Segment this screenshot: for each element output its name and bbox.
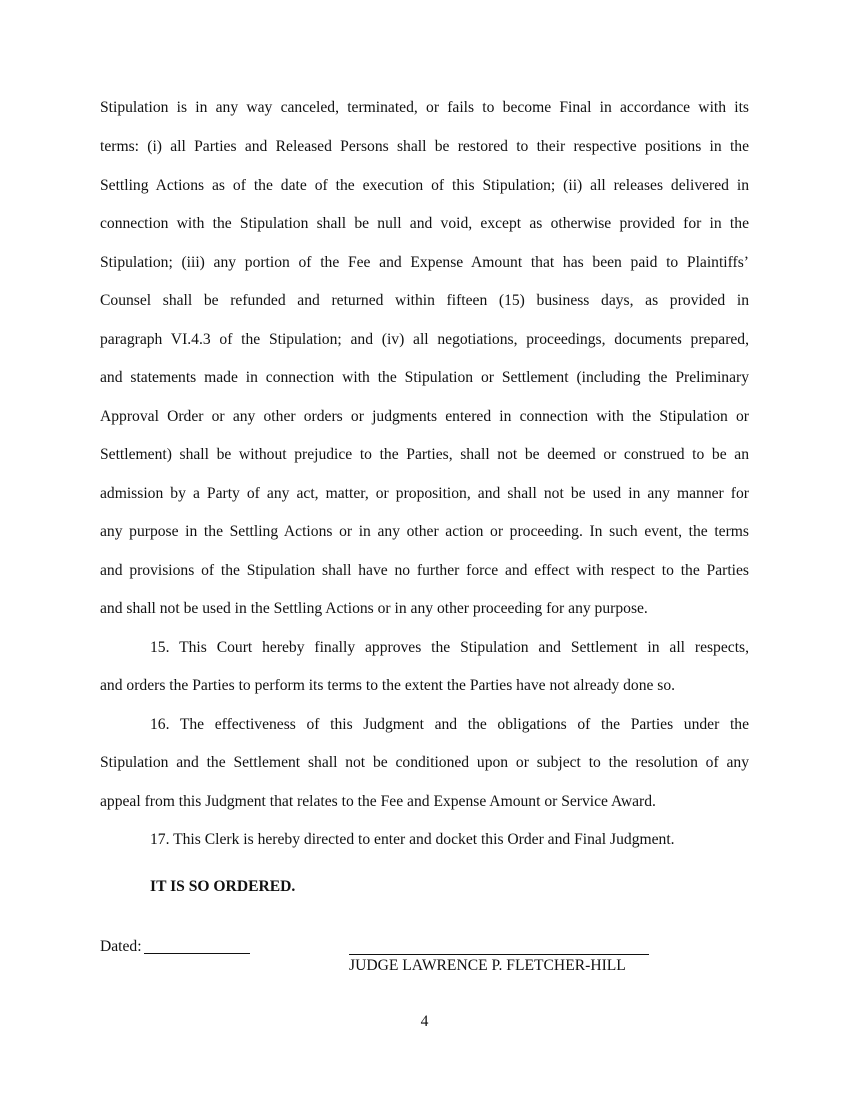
text-line: and provisions of the Stipulation shall have no further force and effect with respect to the Parties [100,562,749,579]
text-line: Stipulation is in any way canceled, terminated, or fails to become Final in accordance with its [100,99,749,116]
paragraph-15-line: and orders the Parties to perform its terms to the extent the Parties have not already done so. [100,677,676,694]
text-line: connection with the Stipulation shall be null and void, except as otherwise provided for in the [100,215,749,232]
paragraph-16-line: Stipulation and the Settlement shall not be conditioned upon or subject to the resolution of any [100,754,749,771]
dated-label: Dated: [100,938,142,955]
paragraph-16-line: appeal from this Judgment that relates to the Fee and Expense Amount or Service Award. [100,793,656,810]
text-line: admission by a Party of any act, matter, or proposition, and shall not be used in any manner for [100,485,749,502]
paragraph-17-line: 17. This Clerk is hereby directed to enter and docket this Order and Final Judgment. [150,831,675,848]
text-line: Approval Order or any other orders or judgments entered in connection with the Stipulation or [100,408,749,425]
paragraph-15-line: 15. This Court hereby finally approves the Stipulation and Settlement in all respects, [150,639,749,656]
text-line: Settlement) shall be without prejudice to the Parties, shall not be deemed or construed to be an [100,446,749,463]
date-signature-line [144,953,250,954]
judge-signature-line [349,954,649,955]
text-line: paragraph VI.4.3 of the Stipulation; and (iv) all negotiations, proceedings, documents prepared, [100,331,749,348]
text-line: Stipulation; (iii) any portion of the Fee and Expense Amount that has been paid to Plaintiffs’ [100,254,749,271]
text-line: terms: (i) all Parties and Released Persons shall be restored to their respective positions in the [100,138,749,155]
text-line: Settling Actions as of the date of the execution of this Stipulation; (ii) all releases delivered in [100,177,749,194]
page-number: 4 [420,1013,429,1030]
paragraph-16-line: 16. The effectiveness of this Judgment and the obligations of the Parties under the [150,716,749,733]
text-line: and shall not be used in the Settling Actions or in any other proceeding for any purpose. [100,600,648,617]
text-line: Counsel shall be refunded and returned within fifteen (15) business days, as provided in [100,292,749,309]
text-line: any purpose in the Settling Actions or in any other action or proceeding. In such event, the terms [100,523,749,540]
text-line: and statements made in connection with the Stipulation or Settlement (including the Preliminary [100,369,749,386]
ordered-heading: IT IS SO ORDERED. [150,878,296,895]
judge-name: JUDGE LAWRENCE P. FLETCHER-HILL [349,957,626,974]
